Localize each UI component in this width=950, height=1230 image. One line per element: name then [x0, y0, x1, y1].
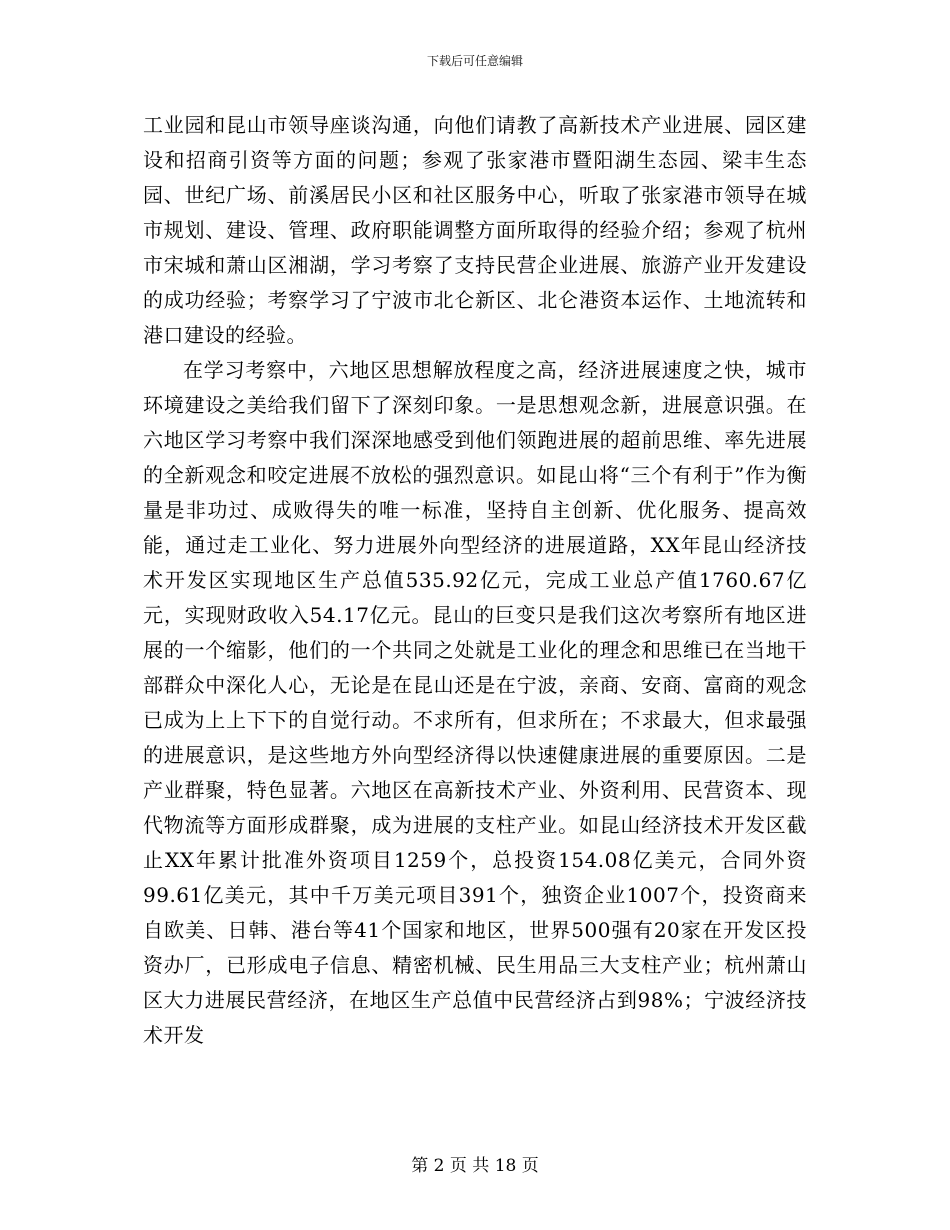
body-paragraph-2: 在学习考察中，六地区思想解放程度之高，经济进展速度之快，城市环境建设之美给我们留下了深刻印象。一是思想观念新，进展意识强。在六地区学习考察中我们深深地感受到他们领跑进展的超前思维、率先进展的全新观念和咬定进展不放松的强烈意识。如昆山将“三个有利于”作为衡量是非功过、成败得失的唯一标准，坚持自主创新、优化服务、提高效能，通过走工业化、努力进展外向型经济的进展道路，XX年昆山经济技术开发区实现地区生产总值535.92亿元，完成工业总产值1760.67亿元，实现财政收入54.17亿元。昆山的巨变只是我们这次考察所有地区进展的一个缩影，他们的一个共同之处就是工业化的理念和思维已在当地干部群众中深化人心，无论是在昆山还是在宁波，亲商、安商、富商的观念已成为上上下下的自觉行动。不求所有，但求所在；不求最大，但求最强的进展意识，是这些地方外向型经济得以快速健康进展的重要原因。二是产业群聚，特色显著。六地区在高新技术产业、外资利用、民营资本、现代物流等方面形成群聚，成为进展的支柱产业。如昆山经济技术开发区截止XX年累计批准外资项目1259个，总投资154.08亿美元，合同外资99.61亿美元，其中千万美元项目391个，独资企业1007个，投资商来自欧美、日韩、港台等41个国家和地区，世界500强有20家在开发区投资办厂，已形成电子信息、精密机械、民生用品三大支柱产业；杭州萧山区大力进展民营经济，在地区生产总值中民营经济占到98%；宁波经济技术开发	[143, 358, 807, 1047]
page-footer: 第 2 页 共 18 页	[411, 1156, 539, 1176]
page-header: 下载后可任意编辑	[426, 54, 523, 68]
body-paragraph-1: 工业园和昆山市领导座谈沟通，向他们请教了高新技术产业进展、园区建设和招商引资等方面的问题；参观了张家港市暨阳湖生态园、梁丰生态园、世纪广场、前溪居民小区和社区服务中心，听取了张家港市领导在城市规划、建设、管理、政府职能调整方面所取得的经验介绍；参观了杭州市宋城和萧山区湘湖，学习考察了支持民营企业进展、旅游产业开发建设的成功经验；考察学习了宁波市北仑新区、北仑港资本运作、土地流转和港口建设的经验。	[143, 113, 807, 347]
document-body	[143, 108, 807, 1053]
